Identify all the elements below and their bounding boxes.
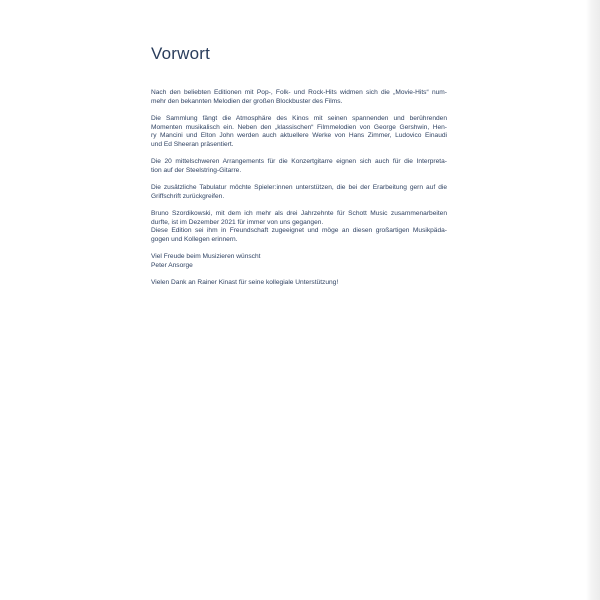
- paragraph-intro: [151, 89, 447, 106]
- text-line: Nach den beliebten Editionen mit Pop-, Folk- und Rock-Hits widmen sich die „Movie-Hits“ num-: [151, 89, 447, 96]
- paragraph-collection: [151, 115, 447, 150]
- author-name: Peter Ansorge: [151, 262, 193, 270]
- text-line: Diese Edition sei ihm in Freundschaft zugeeignet und möge an diesen großartigen Musikpäda-: [151, 227, 447, 235]
- page-edge-shadow: [586, 0, 600, 600]
- paragraph-thanks: [151, 279, 447, 288]
- foreword-content: [151, 44, 447, 296]
- text-line: und Ed Sheeran präsentiert.: [151, 141, 234, 149]
- text-line: Momenten musikalisch ein. Neben den „klassischen“ Filmmelodien von George Gershwin, Hen-: [151, 123, 447, 131]
- text-line: durfte, ist im Dezember 2021 für immer von uns gegangen.: [151, 218, 324, 226]
- text-line: mehr den bekannten Melodien der großen Blockbuster des Films.: [151, 97, 343, 105]
- text-line: gogen und Kollegen erinnern.: [151, 236, 238, 244]
- text-line: Die Sammlung fängt die Atmosphäre des Kinos mit seinen spannenden und berührenden: [151, 114, 447, 122]
- text-line: Viel Freude beim Musizieren wünscht: [151, 253, 261, 261]
- text-line: tion auf der Steelstring-Gitarre.: [151, 166, 242, 174]
- text-line: Die zusätzliche Tabulatur möchte Spieler:innen unterstützen, die bei der Erarbeitung gern auf die: [151, 184, 447, 192]
- page-title: Vorwort: [151, 44, 211, 63]
- paragraph-arrangements: [151, 158, 447, 175]
- text-line: ry Mancini und Elton John werden auch aktuellere Werke von Hans Zimmer, Ludovico Einaudi: [151, 132, 447, 140]
- paragraph-tablature: [151, 184, 447, 201]
- paragraph-signature: [151, 253, 447, 270]
- paragraph-dedication: [151, 210, 447, 245]
- text-line: Bruno Szordikowski, mit dem ich mehr als drei Jahrzehnte für Schott Music zusammenarbeiten: [151, 210, 447, 218]
- text-line: Die 20 mittelschweren Arrangements für die Konzertgitarre eignen sich auch für die Interpreta-: [151, 158, 447, 166]
- text-line: Griffschrift zurückgreifen.: [151, 192, 225, 200]
- text-line: Vielen Dank an Rainer Kinast für seine kollegiale Unterstützung!: [151, 279, 339, 287]
